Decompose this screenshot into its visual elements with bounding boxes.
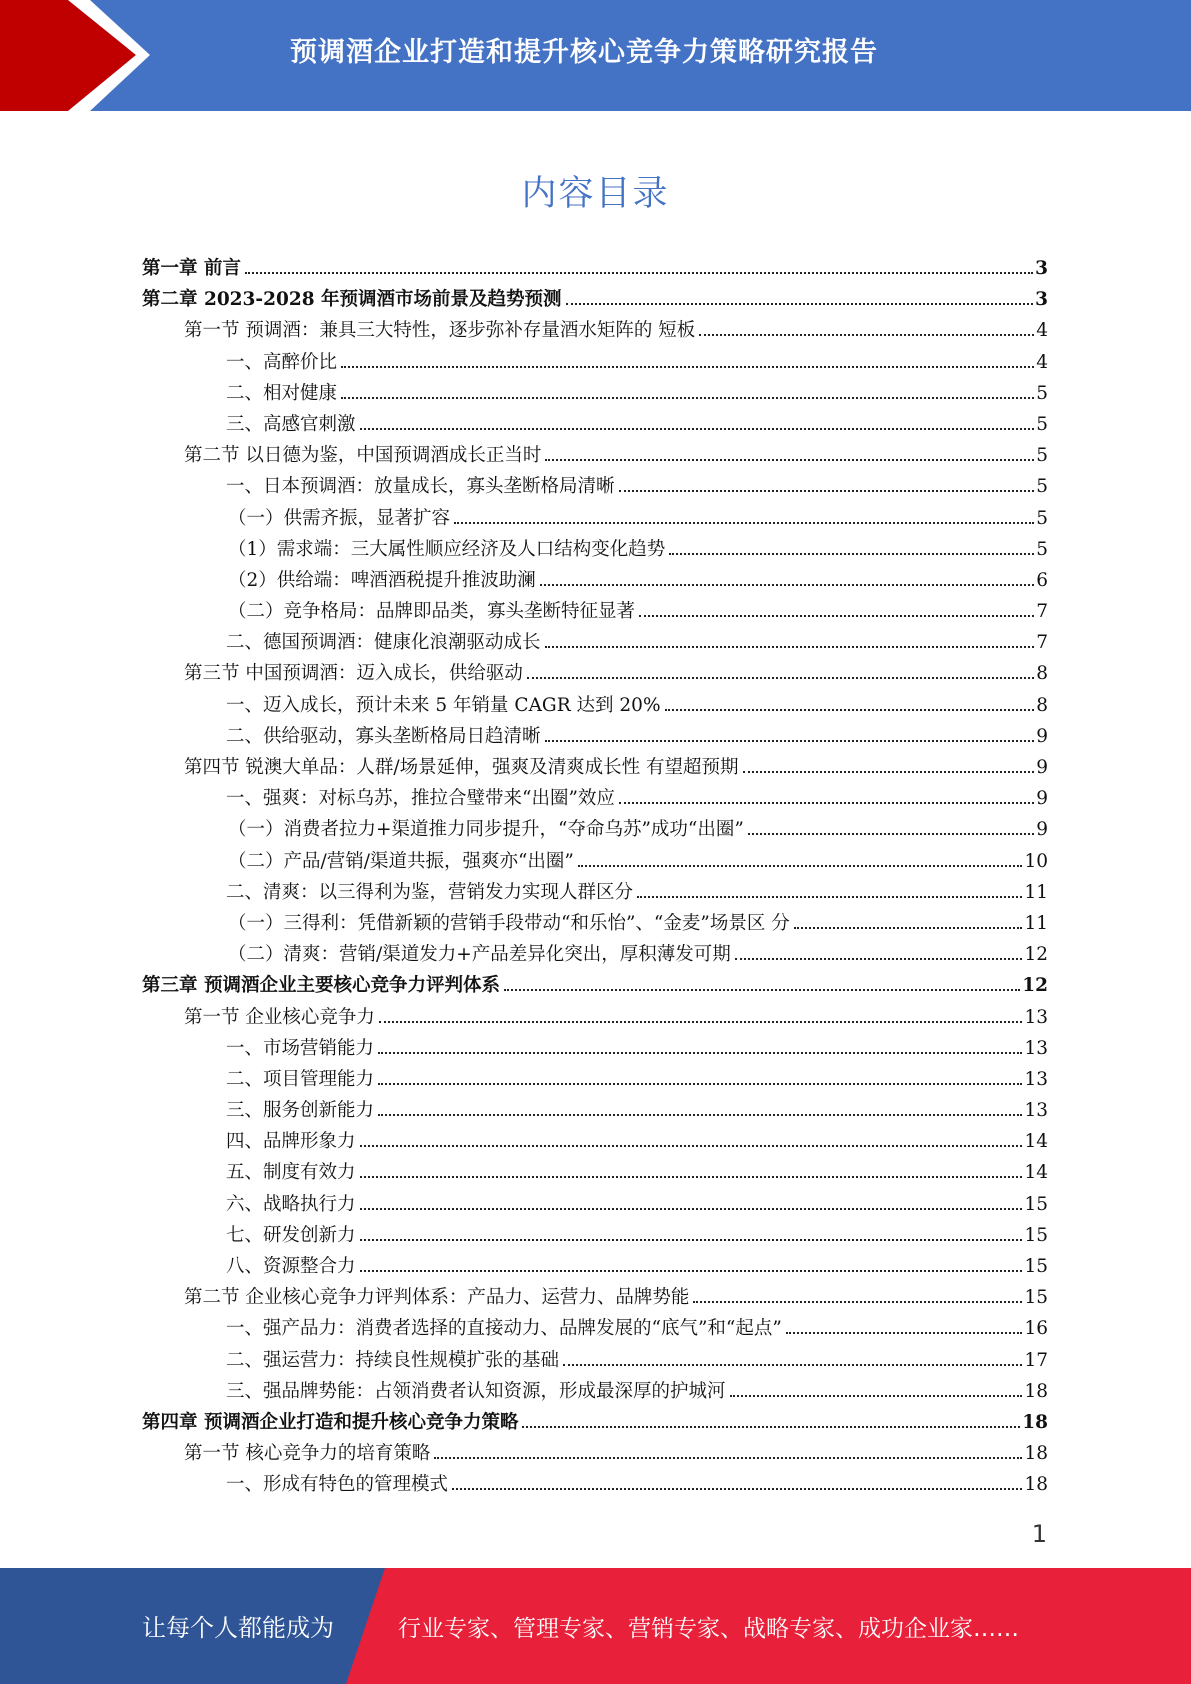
toc-dot-leader bbox=[360, 1145, 1023, 1147]
toc-entry-page: 8 bbox=[1036, 694, 1048, 716]
toc-entry-page: 18 bbox=[1024, 1474, 1048, 1496]
toc-entry[interactable] bbox=[142, 597, 1048, 628]
toc-entry-title: 八、资源整合力 bbox=[226, 1256, 356, 1277]
toc-entry-title: 一、迈入成长，预计未来 5 年销量 CAGR 达到 20% bbox=[226, 694, 661, 716]
toc-dot-leader bbox=[748, 833, 1034, 835]
toc-entry-title: （1）需求端：三大属性顺应经济及人口结构变化趋势 bbox=[228, 538, 666, 560]
toc-entry[interactable] bbox=[142, 909, 1048, 940]
toc-dot-leader bbox=[540, 584, 1034, 586]
toc-dot-leader bbox=[341, 397, 1034, 399]
toc-dot-leader bbox=[245, 272, 1033, 274]
toc-dot-leader bbox=[454, 522, 1034, 524]
toc-entry[interactable] bbox=[142, 566, 1048, 597]
footer-banner bbox=[0, 1568, 1191, 1684]
toc-entry[interactable] bbox=[142, 691, 1048, 722]
toc-entry-page: 14 bbox=[1024, 1131, 1048, 1153]
toc-entry-page: 9 bbox=[1036, 725, 1048, 747]
toc-entry[interactable] bbox=[142, 1252, 1048, 1283]
toc-entry-page: 6 bbox=[1036, 569, 1048, 591]
toc-entry[interactable] bbox=[142, 1377, 1048, 1408]
toc-dot-leader bbox=[545, 740, 1035, 742]
toc-entry-title: 一、强产品力：消费者选择的直接动力、品牌发展的“底气”和“起点” bbox=[226, 1318, 782, 1340]
toc-entry[interactable] bbox=[142, 285, 1048, 316]
toc-entry[interactable] bbox=[142, 1408, 1048, 1439]
toc-entry-page: 9 bbox=[1036, 819, 1048, 841]
toc-entry-page: 13 bbox=[1024, 1037, 1048, 1059]
toc-entry-title: （二）产品/营销/渠道共振，强爽亦“出圈” bbox=[228, 850, 574, 872]
toc-entry-title: 一、日本预调酒：放量成长，寡头垄断格局清晰 bbox=[226, 476, 615, 498]
toc-entry-page: 8 bbox=[1036, 663, 1048, 685]
toc-entry[interactable] bbox=[142, 1003, 1048, 1034]
toc-dot-leader bbox=[379, 1021, 1023, 1023]
toc-dot-leader bbox=[743, 771, 1035, 773]
toc-dot-leader bbox=[578, 865, 1023, 867]
toc-dot-leader bbox=[522, 1426, 1020, 1428]
toc-entry-page: 7 bbox=[1036, 601, 1048, 623]
toc-entry[interactable] bbox=[142, 1314, 1048, 1345]
toc-entry-title: 二、项目管理能力 bbox=[226, 1068, 375, 1090]
toc-entry[interactable] bbox=[142, 441, 1048, 472]
toc-dot-leader bbox=[563, 1364, 1022, 1366]
toc-entry-title: （一）供需齐振，显著扩容 bbox=[228, 507, 451, 529]
toc-dot-leader bbox=[665, 709, 1035, 711]
toc-entry[interactable] bbox=[142, 628, 1048, 659]
toc-entry-title: （二）清爽：营销/渠道发力+产品差异化突出，厚积薄发可期 bbox=[228, 944, 731, 966]
toc-entry-page: 14 bbox=[1024, 1162, 1048, 1184]
header-banner bbox=[0, 0, 1191, 111]
toc-entry-page: 18 bbox=[1024, 1443, 1048, 1465]
toc-entry[interactable] bbox=[142, 316, 1048, 347]
toc-dot-leader bbox=[360, 428, 1035, 430]
toc-dot-leader bbox=[378, 1114, 1022, 1116]
toc-entry-page: 11 bbox=[1024, 881, 1048, 903]
toc-entry-title: 第一节 企业核心竞争力 bbox=[184, 1006, 375, 1028]
toc-dot-leader bbox=[786, 1332, 1023, 1334]
toc-entry-title: 二、德国预调酒：健康化浪潮驱动成长 bbox=[226, 632, 541, 654]
toc-entry[interactable] bbox=[142, 1158, 1048, 1189]
toc-entry-page: 17 bbox=[1024, 1349, 1048, 1371]
toc-entry[interactable] bbox=[142, 472, 1048, 503]
toc-dot-leader bbox=[669, 553, 1034, 555]
toc-dot-leader bbox=[566, 303, 1034, 305]
toc-dot-leader bbox=[378, 1052, 1022, 1054]
toc-entry-title: （一）三得利：凭借新颖的营销手段带动“和乐怡”、“金麦”场景区 分 bbox=[228, 912, 790, 934]
toc-entry-page: 15 bbox=[1024, 1256, 1048, 1277]
toc-entry-title: 三、高感官刺激 bbox=[226, 413, 356, 435]
toc-entry[interactable] bbox=[142, 1127, 1048, 1158]
toc-entry[interactable] bbox=[142, 753, 1048, 784]
toc-dot-leader bbox=[545, 646, 1035, 648]
toc-entry-page: 15 bbox=[1024, 1287, 1048, 1309]
toc-entry[interactable] bbox=[142, 971, 1048, 1002]
toc-entry-page: 16 bbox=[1024, 1318, 1048, 1340]
table-of-contents bbox=[142, 254, 1048, 1502]
toc-entry-title: 第二节 企业核心竞争力评判体系：产品力、运营力、品牌势能 bbox=[184, 1287, 690, 1309]
toc-entry-page: 18 bbox=[1022, 1411, 1048, 1433]
toc-entry[interactable] bbox=[142, 504, 1048, 535]
toc-dot-leader bbox=[637, 896, 1022, 898]
toc-entry-title: 七、研发创新力 bbox=[226, 1224, 356, 1246]
toc-dot-leader bbox=[619, 490, 1035, 492]
toc-entry-title: 第四章 预调酒企业打造和提升核心竞争力策略 bbox=[142, 1411, 519, 1433]
toc-entry[interactable] bbox=[142, 379, 1048, 410]
toc-entry-page: 15 bbox=[1024, 1224, 1048, 1246]
toc-entry-title: 二、清爽：以三得利为鉴，营销发力实现人群区分 bbox=[226, 881, 634, 903]
toc-dot-leader bbox=[452, 1488, 1022, 1490]
toc-entry-title: 三、服务创新能力 bbox=[226, 1100, 375, 1122]
toc-entry-title: 六、战略执行力 bbox=[226, 1193, 356, 1215]
toc-entry-title: 三、强品牌势能：占领消费者认知资源，形成最深厚的护城河 bbox=[226, 1380, 726, 1402]
toc-dot-leader bbox=[794, 927, 1023, 929]
toc-entry-title: （二）竞争格局：品牌即品类，寡头垄断特征显著 bbox=[228, 601, 636, 623]
toc-entry-page: 11 bbox=[1024, 912, 1048, 934]
toc-entry-page: 5 bbox=[1036, 538, 1048, 560]
toc-entry-title: 第一章 前言 bbox=[142, 258, 241, 279]
toc-entry[interactable] bbox=[142, 1190, 1048, 1221]
toc-entry-page: 15 bbox=[1024, 1193, 1048, 1215]
toc-entry-title: 第二章 2023-2028 年预调酒市场前景及趋势预测 bbox=[142, 289, 562, 311]
toc-entry-title: 一、形成有特色的管理模式 bbox=[226, 1474, 449, 1496]
toc-entry[interactable] bbox=[142, 1346, 1048, 1377]
toc-entry-page: 5 bbox=[1036, 382, 1048, 404]
toc-dot-leader bbox=[360, 1176, 1023, 1178]
toc-entry-title: 二、相对健康 bbox=[226, 382, 338, 404]
toc-entry[interactable] bbox=[142, 815, 1048, 846]
footer-slogan-right: 行业专家、管理专家、营销专家、战略专家、成功企业家…… bbox=[398, 1616, 1019, 1642]
toc-entry[interactable] bbox=[142, 940, 1048, 971]
footer-slogan-left: 让每个人都能成为 bbox=[142, 1614, 334, 1642]
toc-entry-page: 7 bbox=[1036, 632, 1048, 654]
toc-entry-page: 5 bbox=[1036, 476, 1048, 498]
page-number: 1 bbox=[1031, 1520, 1047, 1548]
toc-heading: 内容目录 bbox=[521, 174, 670, 214]
toc-entry[interactable] bbox=[142, 348, 1048, 379]
toc-entry-title: 二、强运营力：持续良性规模扩张的基础 bbox=[226, 1349, 560, 1371]
report-title: 预调酒企业打造和提升核心竞争力策略研究报告 bbox=[290, 37, 878, 68]
toc-entry-title: 第三节 中国预调酒：迈入成长，供给驱动 bbox=[184, 663, 523, 685]
toc-dot-leader bbox=[378, 1083, 1022, 1085]
toc-dot-leader bbox=[699, 334, 1034, 336]
toc-dot-leader bbox=[730, 1395, 1023, 1397]
toc-dot-leader bbox=[360, 1239, 1023, 1241]
toc-entry-title: 四、品牌形象力 bbox=[226, 1131, 356, 1153]
toc-dot-leader bbox=[619, 802, 1034, 804]
toc-dot-leader bbox=[504, 989, 1020, 991]
toc-dot-leader bbox=[341, 366, 1034, 368]
toc-entry-page: 3 bbox=[1035, 258, 1048, 279]
toc-entry-page: 13 bbox=[1024, 1006, 1048, 1028]
toc-entry-page: 5 bbox=[1036, 507, 1048, 529]
toc-entry-title: （2）供给端：啤酒酒税提升推波助澜 bbox=[228, 569, 536, 591]
toc-dot-leader bbox=[360, 1208, 1023, 1210]
toc-entry-page: 4 bbox=[1036, 320, 1048, 342]
toc-entry-title: 第四节 锐澳大单品：人群/场景延伸，强爽及清爽成长性 有望超预期 bbox=[184, 757, 739, 778]
toc-entry-title: 第一节 预调酒：兼具三大特性，逐步弥补存量酒水矩阵的 短板 bbox=[184, 320, 696, 342]
toc-entry-page: 9 bbox=[1036, 788, 1048, 810]
toc-entry-page: 12 bbox=[1024, 944, 1048, 966]
toc-entry[interactable] bbox=[142, 254, 1048, 285]
toc-entry-title: 第三章 预调酒企业主要核心竞争力评判体系 bbox=[142, 975, 500, 997]
toc-dot-leader bbox=[735, 958, 1023, 960]
toc-dot-leader bbox=[527, 677, 1034, 679]
toc-entry-title: （一）消费者拉力+渠道推力同步提升，“夺命乌苏”成功“出圈” bbox=[228, 819, 744, 841]
toc-entry[interactable] bbox=[142, 659, 1048, 690]
toc-entry-page: 3 bbox=[1035, 289, 1048, 311]
toc-entry-title: 一、强爽：对标乌苏，推拉合璧带来“出圈”效应 bbox=[226, 788, 615, 810]
toc-dot-leader bbox=[693, 1301, 1022, 1303]
toc-entry-page: 5 bbox=[1036, 413, 1048, 435]
toc-entry[interactable] bbox=[142, 1034, 1048, 1065]
toc-dot-leader bbox=[639, 615, 1034, 617]
toc-entry-title: 五、制度有效力 bbox=[226, 1162, 356, 1184]
toc-entry[interactable] bbox=[142, 1221, 1048, 1252]
toc-entry[interactable] bbox=[142, 878, 1048, 909]
toc-entry-page: 9 bbox=[1036, 757, 1048, 778]
toc-entry-page: 5 bbox=[1036, 445, 1048, 467]
toc-dot-leader bbox=[434, 1457, 1022, 1459]
toc-entry[interactable] bbox=[142, 1096, 1048, 1127]
toc-entry-page: 13 bbox=[1024, 1068, 1048, 1090]
toc-entry[interactable] bbox=[142, 847, 1048, 878]
toc-entry[interactable] bbox=[142, 535, 1048, 566]
toc-entry[interactable] bbox=[142, 1283, 1048, 1314]
toc-entry-title: 一、市场营销能力 bbox=[226, 1037, 375, 1059]
toc-dot-leader bbox=[545, 459, 1034, 461]
toc-entry[interactable] bbox=[142, 1439, 1048, 1470]
toc-entry-title: 第二节 以日德为鉴，中国预调酒成长正当时 bbox=[184, 445, 542, 467]
toc-entry-title: 第一节 核心竞争力的培育策略 bbox=[184, 1443, 431, 1465]
toc-entry-page: 10 bbox=[1024, 850, 1048, 872]
toc-entry-page: 18 bbox=[1024, 1380, 1048, 1402]
toc-entry-page: 13 bbox=[1024, 1100, 1048, 1122]
toc-entry[interactable] bbox=[142, 722, 1048, 753]
toc-entry[interactable] bbox=[142, 784, 1048, 815]
toc-entry-title: 一、高醉价比 bbox=[226, 351, 338, 373]
toc-entry[interactable] bbox=[142, 410, 1048, 441]
toc-entry[interactable] bbox=[142, 1470, 1048, 1501]
toc-entry[interactable] bbox=[142, 1065, 1048, 1096]
toc-dot-leader bbox=[360, 1270, 1023, 1272]
toc-entry-page: 4 bbox=[1036, 351, 1048, 373]
toc-entry-title: 二、供给驱动，寡头垄断格局日趋清晰 bbox=[226, 725, 541, 747]
toc-entry-page: 12 bbox=[1022, 975, 1048, 997]
